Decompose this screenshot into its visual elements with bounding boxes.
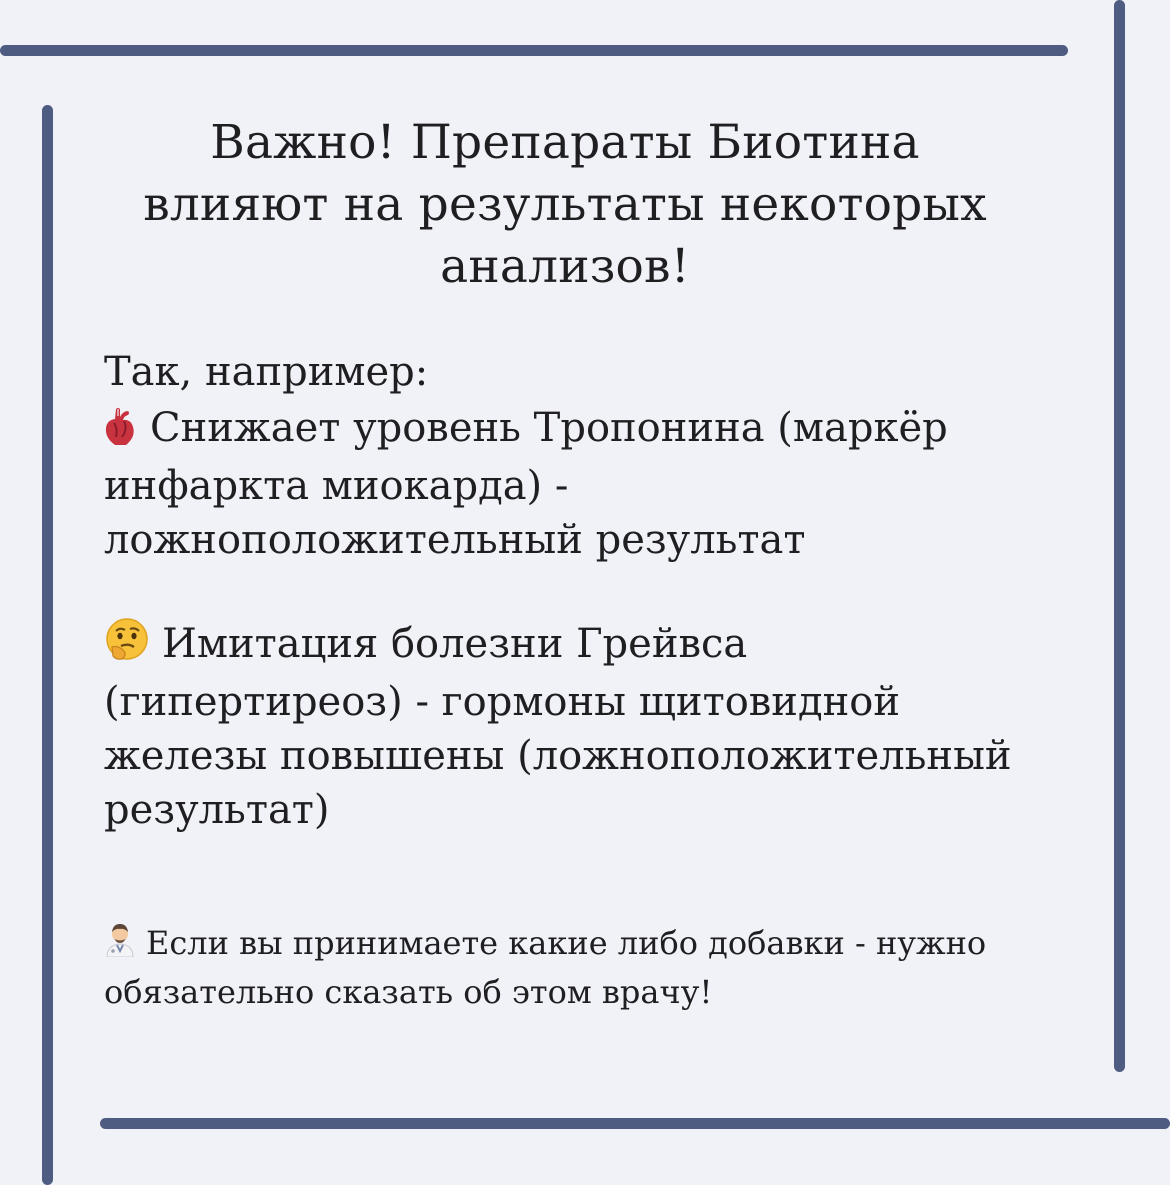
frame-bar-left (42, 105, 53, 1185)
advice-line-text: Если вы принимаете какие либо добавки - нужно (146, 924, 987, 962)
graves-line: (гипертиреоз) - гормоны щитовидной (104, 679, 900, 725)
anatomical-heart-icon (104, 405, 138, 459)
frame-bar-right (1114, 0, 1125, 1072)
graves-line: результат) (104, 787, 330, 833)
troponin-line-text: Снижает уровень Тропонина (маркёр (150, 405, 948, 451)
title-line: анализов! (440, 239, 690, 294)
doctor-icon (104, 923, 136, 969)
title-line: влияют на результаты некоторых (143, 177, 987, 232)
page-title (80, 112, 1050, 298)
title-line: Важно! Препараты Биотина (210, 115, 920, 170)
intro-text (104, 345, 1104, 399)
graves-line: железы повышены (ложноположительный (104, 733, 1012, 779)
frame-bar-bottom (100, 1118, 1170, 1129)
graves-line-text: Имитация болезни Грейвса (162, 621, 748, 667)
advice-note (104, 920, 1114, 1015)
troponin-line: ложноположительный результат (104, 517, 806, 563)
graves-item (104, 617, 1104, 837)
advice-line (104, 920, 1114, 969)
intro-line: Так, например: (104, 349, 429, 395)
advice-line: обязательно сказать об этом врачу! (104, 973, 713, 1011)
troponin-item (104, 401, 1104, 567)
troponin-line (104, 401, 1104, 459)
troponin-line: инфаркта миокарда) - (104, 463, 569, 509)
graves-line (104, 617, 1104, 675)
frame-bar-top (0, 45, 1068, 56)
thinking-face-icon (104, 617, 150, 675)
